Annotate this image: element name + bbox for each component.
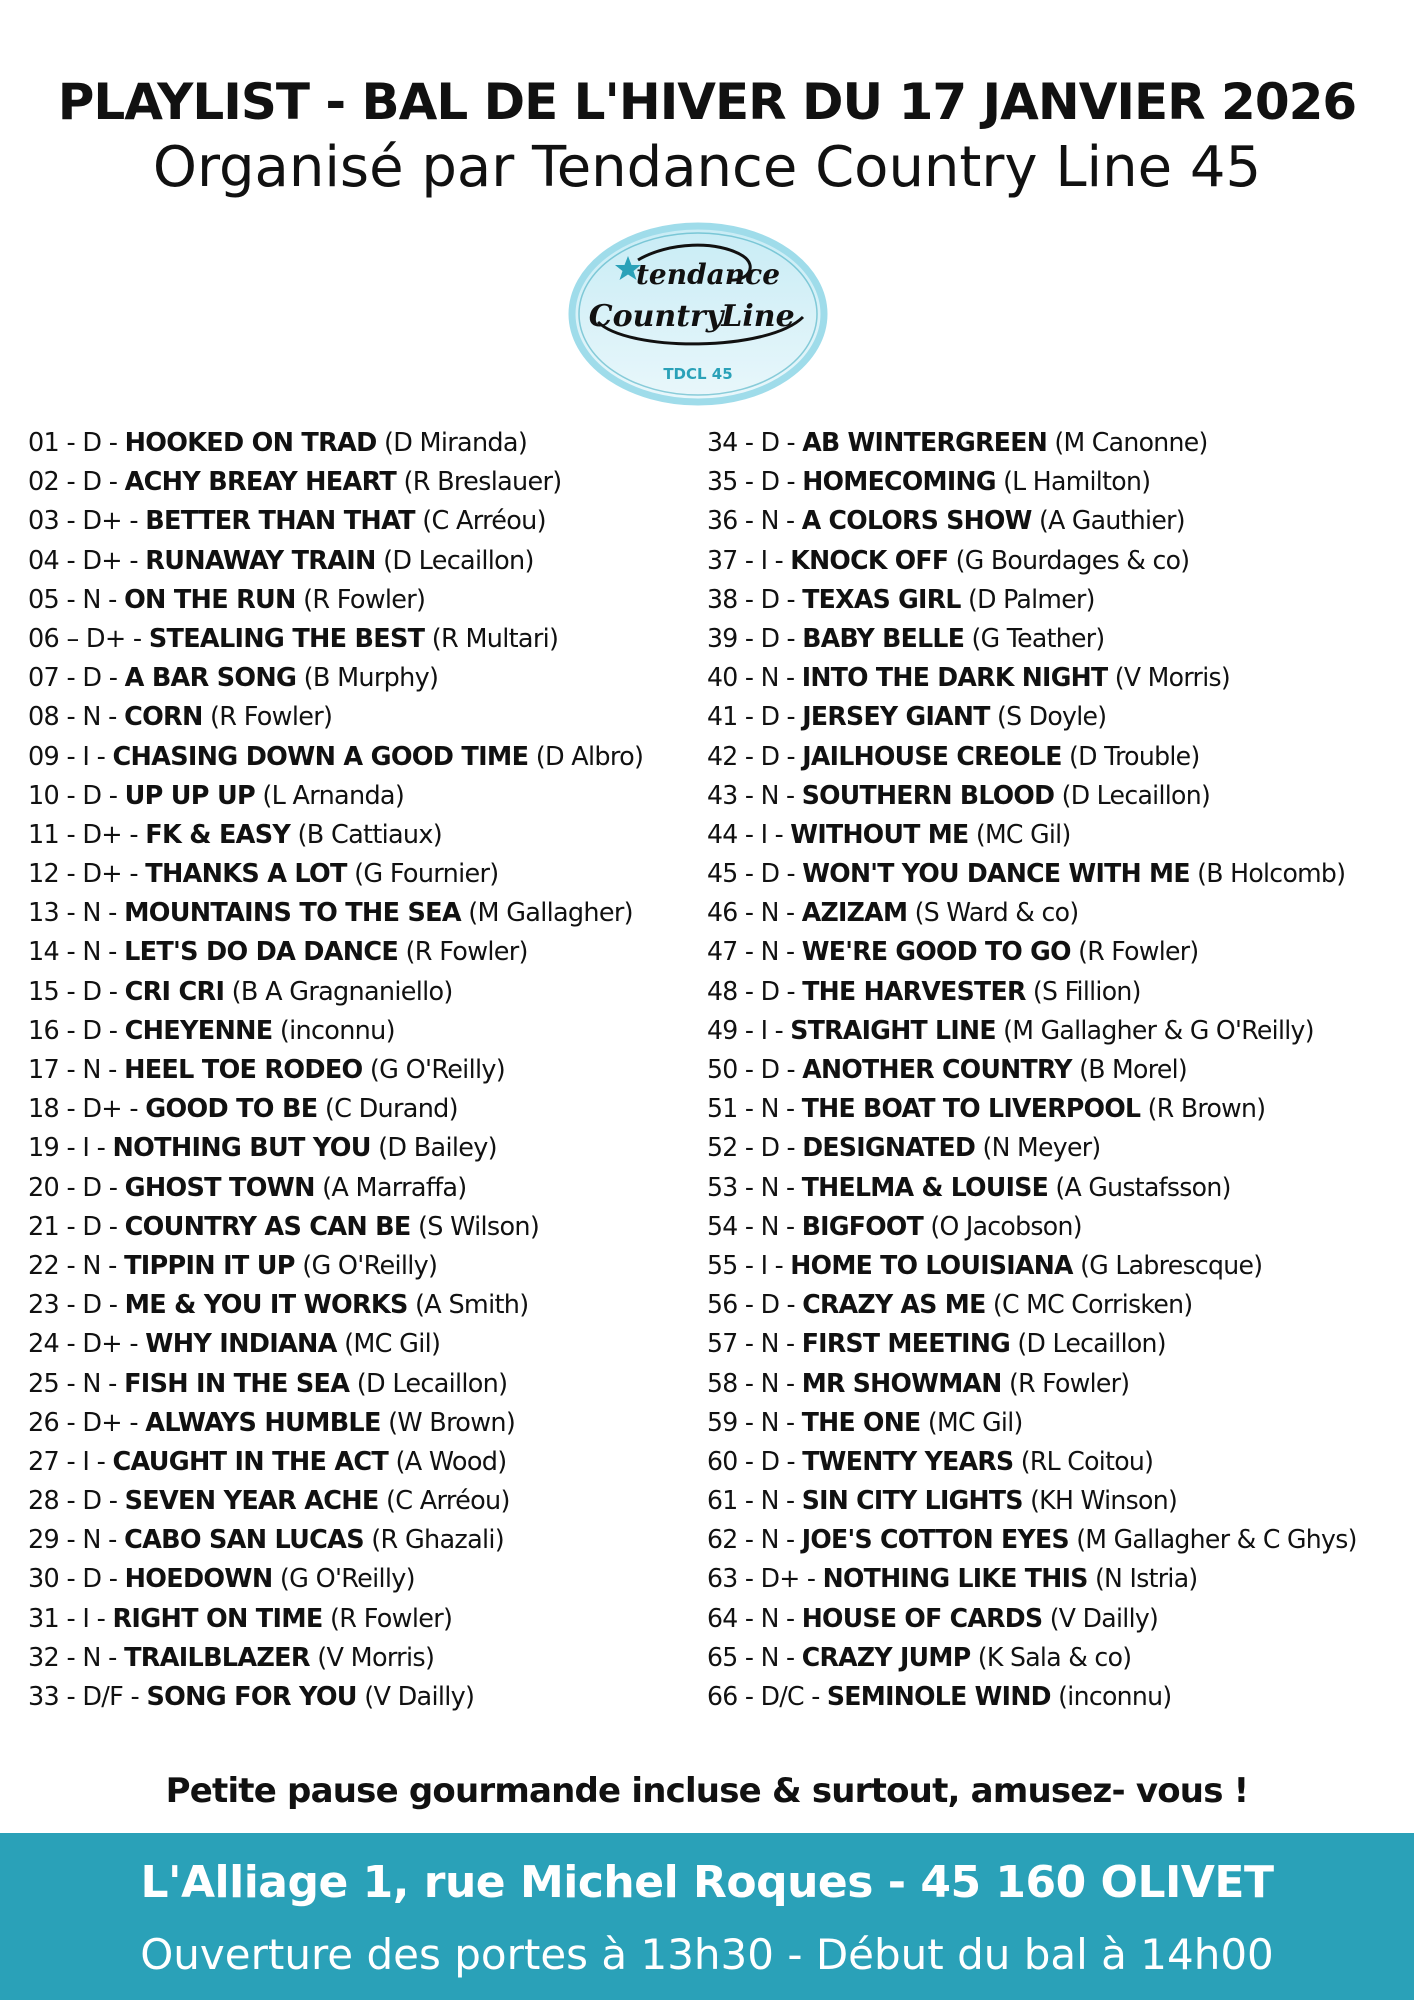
dance-level: 13 - N - — [28, 898, 125, 929]
playlist-item — [707, 1169, 1397, 1208]
song-title: THE BOAT TO LIVERPOOL — [801, 1094, 1141, 1125]
club-logo — [568, 222, 828, 406]
choreographer: (B A Gragnaniello) — [224, 976, 453, 1007]
song-title: LET'S DO DA DANCE — [124, 937, 399, 968]
playlist-item — [28, 1404, 678, 1443]
song-title: DESIGNATED — [802, 1133, 976, 1164]
choreographer: (R Fowler) — [1001, 1368, 1130, 1399]
choreographer: (R Fowler) — [202, 702, 333, 733]
song-title: HOME TO LOUISIANA — [790, 1250, 1073, 1281]
song-title: BABY BELLE — [802, 623, 965, 654]
song-title: FK & EASY — [145, 819, 291, 850]
playlist-item — [28, 738, 678, 777]
dance-level: 06 – D+ - — [28, 623, 149, 654]
playlist-item — [707, 620, 1397, 659]
choreographer: (B Holcomb) — [1189, 859, 1346, 890]
playlist-column-right — [707, 424, 1407, 1717]
choreographer: (B Morel) — [1071, 1055, 1188, 1085]
choreographer: (KH Winson) — [1022, 1486, 1178, 1517]
song-title: CABO SAN LUCAS — [124, 1525, 364, 1556]
playlist-item — [28, 1208, 678, 1247]
dance-level: 59 - N - — [707, 1407, 802, 1438]
choreographer: (O Jacobson) — [923, 1211, 1082, 1242]
song-title: UP UP UP — [124, 780, 255, 811]
song-title: ON THE RUN — [124, 584, 296, 615]
song-title: BIGFOOT — [801, 1211, 924, 1242]
dance-level: 34 - D - — [707, 428, 803, 458]
dance-level: 38 - D - — [707, 584, 803, 615]
dance-level: 64 - N - — [707, 1603, 802, 1634]
choreographer: (D Lecaillon) — [349, 1368, 508, 1399]
dance-level: 65 - N - — [707, 1642, 802, 1673]
dance-level: 24 - D+ - — [28, 1329, 146, 1360]
playlist-item — [707, 1639, 1397, 1678]
choreographer: (R Fowler) — [295, 584, 426, 615]
choreographer: (G Labrescque) — [1072, 1250, 1263, 1281]
song-title: CHEYENNE — [124, 1015, 273, 1046]
choreographer: (C Arréou) — [378, 1486, 510, 1517]
song-title: NOTHING LIKE THIS — [822, 1564, 1088, 1595]
choreographer: (V Morris) — [309, 1642, 435, 1673]
dance-level: 52 - D - — [707, 1133, 803, 1164]
playlist-item — [28, 1521, 678, 1560]
choreographer: (inconnu) — [1050, 1682, 1172, 1712]
song-title: RIGHT ON TIME — [112, 1603, 323, 1634]
song-title: AZIZAM — [801, 898, 908, 929]
dance-level: 03 - D+ - — [28, 506, 146, 537]
playlist-item — [707, 1365, 1397, 1404]
choreographer: (RL Coitou) — [1013, 1446, 1154, 1477]
page-subtitle: Organisé par Tendance Country Line 45 — [152, 135, 1262, 200]
dance-level: 16 - D - — [28, 1015, 125, 1046]
dance-level: 50 - D - — [707, 1055, 803, 1085]
choreographer: (D Trouble) — [1061, 741, 1200, 772]
dance-level: 21 - D - — [28, 1211, 125, 1242]
playlist-item — [707, 1090, 1397, 1129]
playlist-item — [28, 1365, 678, 1404]
dance-level: 17 - N - — [28, 1055, 125, 1085]
choreographer: (R Multari) — [424, 623, 559, 654]
dance-level: 20 - D - — [28, 1172, 125, 1203]
song-title: ALWAYS HUMBLE — [145, 1407, 381, 1438]
playlist-item — [707, 502, 1397, 541]
choreographer: (R Fowler) — [398, 937, 528, 968]
dance-level: 10 - D - — [28, 780, 125, 811]
choreographer: (R Breslauer) — [396, 467, 562, 498]
playlist-item — [28, 1090, 678, 1129]
dance-level: 26 - D+ - — [28, 1407, 146, 1438]
song-title: CRI CRI — [124, 976, 225, 1007]
playlist-item — [28, 1169, 678, 1208]
choreographer: (G O'Reilly) — [294, 1250, 438, 1281]
dance-level: 27 - I - — [28, 1446, 113, 1477]
song-title: TIPPIN IT UP — [124, 1250, 295, 1281]
song-title: HOOKED ON TRAD — [124, 428, 377, 458]
dance-level: 35 - D - — [707, 467, 803, 498]
playlist-item — [28, 424, 678, 463]
dance-level: 63 - D+ - — [707, 1564, 823, 1595]
dance-level: 07 - D - — [28, 663, 125, 694]
playlist-item — [707, 973, 1397, 1012]
song-title: HOEDOWN — [124, 1564, 273, 1595]
song-title: BETTER THAN THAT — [145, 506, 415, 537]
dance-level: 31 - I - — [28, 1603, 113, 1634]
dance-level: 54 - N - — [707, 1211, 802, 1242]
dance-level: 11 - D+ - — [28, 819, 146, 850]
song-title: CRAZY AS ME — [802, 1290, 986, 1321]
song-title: CRAZY JUMP — [801, 1642, 971, 1673]
choreographer: (MC Gil) — [336, 1329, 441, 1360]
playlist-item — [28, 816, 678, 855]
song-title: ACHY BREAY HEART — [124, 467, 397, 498]
playlist-item — [28, 777, 678, 816]
choreographer: (K Sala & co) — [970, 1642, 1132, 1673]
playlist-item — [707, 1600, 1397, 1639]
choreographer: (D Albro) — [528, 741, 644, 772]
song-title: ANOTHER COUNTRY — [802, 1055, 1072, 1085]
dance-level: 09 - I - — [28, 741, 113, 772]
playlist-item — [707, 424, 1397, 463]
song-title: MR SHOWMAN — [801, 1368, 1002, 1399]
song-title: WON'T YOU DANCE WITH ME — [802, 859, 1190, 890]
dance-level: 62 - N - — [707, 1525, 802, 1556]
song-title: GHOST TOWN — [124, 1172, 315, 1203]
song-title: THANKS A LOT — [145, 859, 347, 890]
dance-level: 45 - D - — [707, 859, 803, 890]
dance-level: 32 - N - — [28, 1642, 125, 1673]
venue-banner — [0, 1833, 1414, 2000]
playlist-item — [707, 1404, 1397, 1443]
playlist-item — [28, 1560, 678, 1599]
choreographer: (D Lecaillon) — [1010, 1329, 1166, 1360]
song-title: FISH IN THE SEA — [124, 1368, 350, 1399]
choreographer: (A Smith) — [407, 1290, 529, 1321]
dance-level: 02 - D - — [28, 467, 125, 498]
song-title: TEXAS GIRL — [802, 584, 961, 615]
song-title: TWENTY YEARS — [802, 1446, 1014, 1477]
choreographer: (V Dailly) — [1042, 1603, 1159, 1634]
dance-level: 33 - D/F - — [28, 1682, 147, 1712]
choreographer: (V Morris) — [1107, 663, 1231, 694]
choreographer: (D Miranda) — [376, 428, 528, 458]
song-title: CAUGHT IN THE ACT — [112, 1446, 389, 1477]
choreographer: (R Fowler) — [322, 1603, 453, 1634]
playlist-item — [28, 1325, 678, 1364]
song-title: A BAR SONG — [124, 663, 297, 694]
dance-level: 57 - N - — [707, 1329, 802, 1360]
playlist-item — [707, 463, 1397, 502]
song-title: JOE'S COTTON EYES — [801, 1525, 1069, 1556]
playlist-item — [28, 1129, 678, 1168]
song-title: SEVEN YEAR ACHE — [124, 1486, 379, 1517]
page-title: PLAYLIST - BAL DE L'HIVER DU 17 JANVIER 2026 — [57, 73, 1357, 131]
song-title: STRAIGHT LINE — [790, 1015, 996, 1046]
playlist-item — [707, 933, 1397, 972]
playlist-item — [707, 1286, 1397, 1325]
playlist-item — [707, 1678, 1397, 1717]
choreographer: (S Fillion) — [1025, 976, 1141, 1007]
choreographer: (L Arnanda) — [254, 780, 405, 811]
choreographer: (N Istria) — [1087, 1564, 1198, 1595]
song-title: ME & YOU IT WORKS — [124, 1290, 408, 1321]
song-title: INTO THE DARK NIGHT — [801, 663, 1108, 694]
playlist-item — [707, 1521, 1397, 1560]
choreographer: (C Arréou) — [414, 506, 546, 537]
song-title: WHY INDIANA — [145, 1329, 337, 1360]
logo-word-country: Country — [588, 299, 724, 334]
song-title: SIN CITY LIGHTS — [801, 1486, 1023, 1517]
playlist-item — [707, 894, 1397, 933]
footer-note: Petite pause gourmande incluse & surtout, amusez- vous ! — [165, 1771, 1249, 1811]
choreographer: (L Hamilton) — [995, 467, 1151, 498]
playlist-item — [28, 933, 678, 972]
choreographer: (A Gauthier) — [1031, 506, 1185, 537]
song-title: A COLORS SHOW — [801, 506, 1032, 537]
logo-code: TDCL 45 — [663, 365, 733, 383]
song-title: SOUTHERN BLOOD — [801, 780, 1055, 811]
playlist-item — [707, 738, 1397, 777]
playlist-item — [28, 1051, 678, 1090]
playlist-item — [28, 698, 678, 737]
choreographer: (S Doyle) — [989, 702, 1107, 733]
choreographer: (M Gallagher & C Ghys) — [1068, 1525, 1357, 1556]
choreographer: (W Brown) — [380, 1407, 516, 1438]
playlist-item — [707, 1247, 1397, 1286]
venue-address: L'Alliage 1, rue Michel Roques - 45 160 OLIVET — [140, 1857, 1274, 1908]
dance-level: 61 - N - — [707, 1486, 802, 1517]
dance-level: 29 - N - — [28, 1525, 125, 1556]
event-schedule: Ouverture des portes à 13h30 - Début du bal à 14h00 — [140, 1930, 1274, 1979]
playlist-item — [707, 816, 1397, 855]
playlist-item — [707, 659, 1397, 698]
dance-level: 12 - D+ - — [28, 859, 146, 890]
dance-level: 55 - I - — [707, 1250, 791, 1281]
playlist-item — [28, 973, 678, 1012]
dance-level: 60 - D - — [707, 1446, 803, 1477]
dance-level: 47 - N - — [707, 937, 802, 968]
dance-level: 41 - D - — [707, 702, 803, 733]
dance-level: 28 - D - — [28, 1486, 125, 1517]
song-title: MOUNTAINS TO THE SEA — [124, 898, 461, 929]
dance-level: 46 - N - — [707, 898, 802, 929]
choreographer: (V Dailly) — [356, 1682, 475, 1712]
song-title: GOOD TO BE — [145, 1094, 318, 1125]
dance-level: 08 - N - — [28, 702, 125, 733]
choreographer: (G O'Reilly) — [272, 1564, 415, 1595]
dance-level: 56 - D - — [707, 1290, 803, 1321]
playlist-item — [28, 1247, 678, 1286]
playlist-item — [28, 1012, 678, 1051]
dance-level: 04 - D+ - — [28, 545, 146, 576]
choreographer: (D Lecaillon) — [1054, 780, 1211, 811]
song-title: KNOCK OFF — [790, 545, 949, 576]
playlist-item — [28, 620, 678, 659]
dance-level: 66 - D/C - — [707, 1682, 827, 1712]
choreographer: (S Wilson) — [410, 1211, 540, 1242]
song-title: THELMA & LOUISE — [801, 1172, 1049, 1203]
dance-level: 51 - N - — [707, 1094, 802, 1125]
dance-level: 15 - D - — [28, 976, 125, 1007]
song-title: THE ONE — [801, 1407, 921, 1438]
dance-level: 42 - D - — [707, 741, 803, 772]
dance-level: 30 - D - — [28, 1564, 125, 1595]
choreographer: (G O'Reilly) — [362, 1055, 505, 1085]
choreographer: (D Palmer) — [960, 584, 1095, 615]
playlist-item — [707, 1012, 1397, 1051]
dance-level: 36 - N - — [707, 506, 802, 537]
song-title: RUNAWAY TRAIN — [145, 545, 376, 576]
playlist-item — [28, 1678, 678, 1717]
playlist-item — [28, 1482, 678, 1521]
playlist-item — [28, 855, 678, 894]
choreographer: (G Fournier) — [346, 859, 499, 890]
song-title: STEALING THE BEST — [148, 623, 425, 654]
choreographer: (C Durand) — [317, 1094, 458, 1125]
choreographer: (MC Gil) — [968, 819, 1071, 850]
dance-level: 40 - N - — [707, 663, 802, 694]
playlist-item — [28, 581, 678, 620]
dance-level: 48 - D - — [707, 976, 803, 1007]
song-title: THE HARVESTER — [802, 976, 1026, 1007]
playlist-item — [28, 659, 678, 698]
song-title: CORN — [124, 702, 203, 733]
playlist-item — [707, 1560, 1397, 1599]
dance-level: 19 - I - — [28, 1133, 113, 1164]
playlist-item — [28, 502, 678, 541]
choreographer: (R Ghazali) — [363, 1525, 505, 1556]
playlist-item — [28, 1443, 678, 1482]
song-title: COUNTRY AS CAN BE — [124, 1211, 411, 1242]
dance-level: 39 - D - — [707, 623, 803, 654]
dance-level: 44 - I - — [707, 819, 791, 850]
playlist-item — [707, 1208, 1397, 1247]
choreographer: (B Murphy) — [296, 663, 439, 694]
choreographer: (M Gallagher) — [460, 898, 633, 929]
song-title: JAILHOUSE CREOLE — [802, 741, 1062, 772]
choreographer: (B Cattiaux) — [290, 819, 443, 850]
song-title: HOMECOMING — [802, 467, 996, 498]
playlist-item — [707, 1129, 1397, 1168]
dance-level: 58 - N - — [707, 1368, 802, 1399]
dance-level: 23 - D - — [28, 1290, 125, 1321]
playlist-item — [28, 1600, 678, 1639]
song-title: SEMINOLE WIND — [826, 1682, 1051, 1712]
choreographer: (A Gustafsson) — [1048, 1172, 1231, 1203]
playlist-item — [707, 1443, 1397, 1482]
song-title: CHASING DOWN A GOOD TIME — [112, 741, 529, 772]
logo-word-line: Line — [721, 299, 795, 334]
dance-level: 22 - N - — [28, 1250, 125, 1281]
dance-level: 05 - N - — [28, 584, 125, 615]
playlist-item — [707, 777, 1397, 816]
choreographer: (A Wood) — [388, 1446, 507, 1477]
playlist-item — [707, 1482, 1397, 1521]
dance-level: 49 - I - — [707, 1015, 791, 1046]
song-title: HEEL TOE RODEO — [124, 1055, 363, 1085]
song-title: FIRST MEETING — [801, 1329, 1011, 1360]
playlist-item — [28, 542, 678, 581]
choreographer: (C MC Corrisken) — [985, 1290, 1193, 1321]
song-title: HOUSE OF CARDS — [801, 1603, 1043, 1634]
song-title: WITHOUT ME — [790, 819, 969, 850]
dance-level: 25 - N - — [28, 1368, 125, 1399]
choreographer: (D Lecaillon) — [375, 545, 534, 576]
playlist-item — [707, 542, 1397, 581]
playlist-item — [707, 1051, 1397, 1090]
choreographer: (G Teather) — [964, 623, 1105, 654]
choreographer: (S Ward & co) — [907, 898, 1079, 929]
playlist-item — [28, 1639, 678, 1678]
playlist-item — [28, 894, 678, 933]
logo-word-tendance: tendance — [635, 258, 781, 291]
playlist-column-left — [28, 424, 678, 1717]
dance-level: 43 - N - — [707, 780, 802, 811]
choreographer: (inconnu) — [272, 1015, 395, 1046]
song-title: JERSEY GIANT — [802, 702, 990, 733]
song-title: WE'RE GOOD TO GO — [801, 937, 1071, 968]
dance-level: 14 - N - — [28, 937, 125, 968]
choreographer: (MC Gil) — [920, 1407, 1023, 1438]
playlist-item — [707, 855, 1397, 894]
dance-level: 37 - I - — [707, 545, 791, 576]
song-title: TRAILBLAZER — [124, 1642, 310, 1673]
playlist-item — [707, 1325, 1397, 1364]
choreographer: (M Gallagher & G O'Reilly) — [995, 1015, 1314, 1046]
choreographer: (R Brown) — [1140, 1094, 1266, 1125]
playlist-item — [707, 698, 1397, 737]
playlist-item — [28, 1286, 678, 1325]
choreographer: (G Bourdages & co) — [948, 545, 1190, 576]
song-title: NOTHING BUT YOU — [112, 1133, 371, 1164]
dance-level: 01 - D - — [28, 428, 125, 458]
song-title: AB WINTERGREEN — [802, 428, 1048, 458]
playlist-item — [28, 463, 678, 502]
choreographer: (D Bailey) — [370, 1133, 497, 1164]
choreographer: (N Meyer) — [975, 1133, 1101, 1164]
dance-level: 18 - D+ - — [28, 1094, 146, 1125]
dance-level: 53 - N - — [707, 1172, 802, 1203]
choreographer: (M Canonne) — [1047, 428, 1208, 458]
playlist-item — [707, 581, 1397, 620]
choreographer: (A Marraffa) — [314, 1172, 467, 1203]
choreographer: (R Fowler) — [1070, 937, 1199, 968]
song-title: SONG FOR YOU — [146, 1682, 357, 1712]
